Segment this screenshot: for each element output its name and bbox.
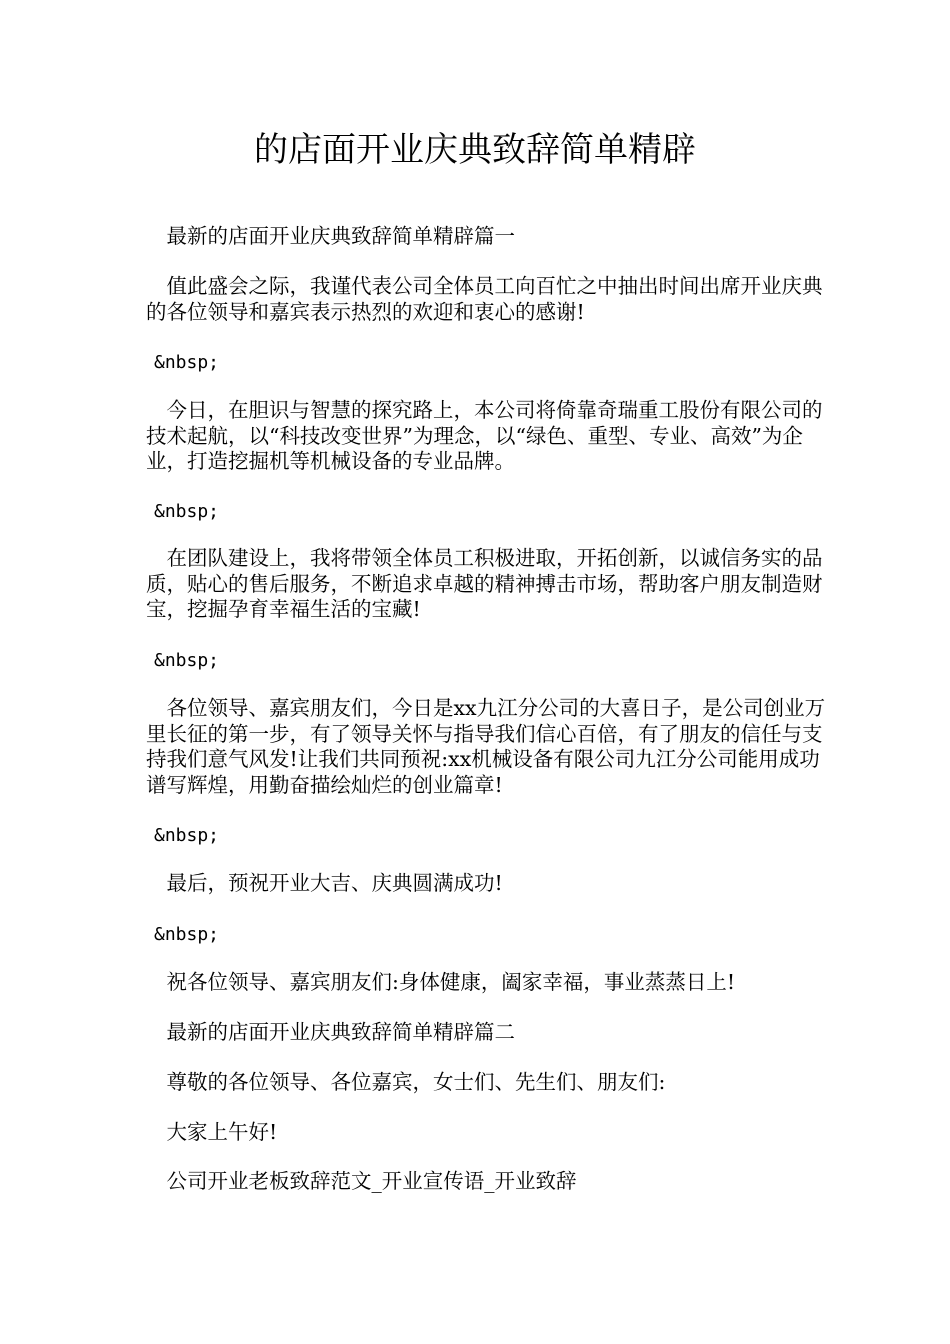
section-heading-2: 最新的店面开业庆典致辞简单精辟篇二	[146, 1020, 515, 1044]
nbsp-line-3: &nbsp;	[154, 650, 220, 671]
nbsp-line-1: &nbsp;	[154, 352, 220, 373]
paragraph-4: 各位领导、嘉宾朋友们，今日是xx九江分公司的大喜日子，是公司创业万里长征的第一步，有了领导关怀与指导我们信心百倍，有了朋友的信任与支持我们意气风发!让我们共同预祝:xx机械设备有限公司九江分公司能用成功谱写辉煌，用勤奋描绘灿烂的创业篇章!	[146, 696, 826, 797]
paragraph-6: 祝各位领导、嘉宾朋友们:身体健康，阖家幸福，事业蒸蒸日上!	[146, 970, 736, 994]
paragraph-9: 公司开业老板致辞范文_开业宣传语_开业致辞	[146, 1169, 577, 1193]
paragraph-7: 尊敬的各位领导、各位嘉宾，女士们、先生们、朋友们:	[146, 1070, 666, 1094]
section-heading-1: 最新的店面开业庆典致辞简单精辟篇一	[146, 224, 515, 248]
paragraph-5: 最后，预祝开业大吉、庆典圆满成功!	[146, 871, 503, 895]
paragraph-8: 大家上午好!	[146, 1120, 278, 1144]
nbsp-line-2: &nbsp;	[154, 501, 220, 522]
paragraph-2: 今日，在胆识与智慧的探究路上，本公司将倚靠奇瑞重工股份有限公司的技术起航，以“科技改变世界”为理念，以“绿色、重型、专业、高效”为企业，打造挖掘机等机械设备的专业品牌。	[146, 398, 823, 473]
nbsp-line-4: &nbsp;	[154, 825, 220, 846]
document-title: 的店面开业庆典致辞简单精辟	[254, 130, 696, 170]
nbsp-line-5: &nbsp;	[154, 924, 220, 945]
paragraph-1: 值此盛会之际，我谨代表公司全体员工向百忙之中抽出时间出席开业庆典的各位领导和嘉宾表示热烈的欢迎和衷心的感谢!	[146, 274, 823, 324]
paragraph-3: 在团队建设上，我将带领全体员工积极进取，开拓创新，以诚信务实的品质，贴心的售后服务，不断追求卓越的精神搏击市场，帮助客户朋友制造财宝，挖掘孕育幸福生活的宝藏!	[146, 546, 823, 621]
